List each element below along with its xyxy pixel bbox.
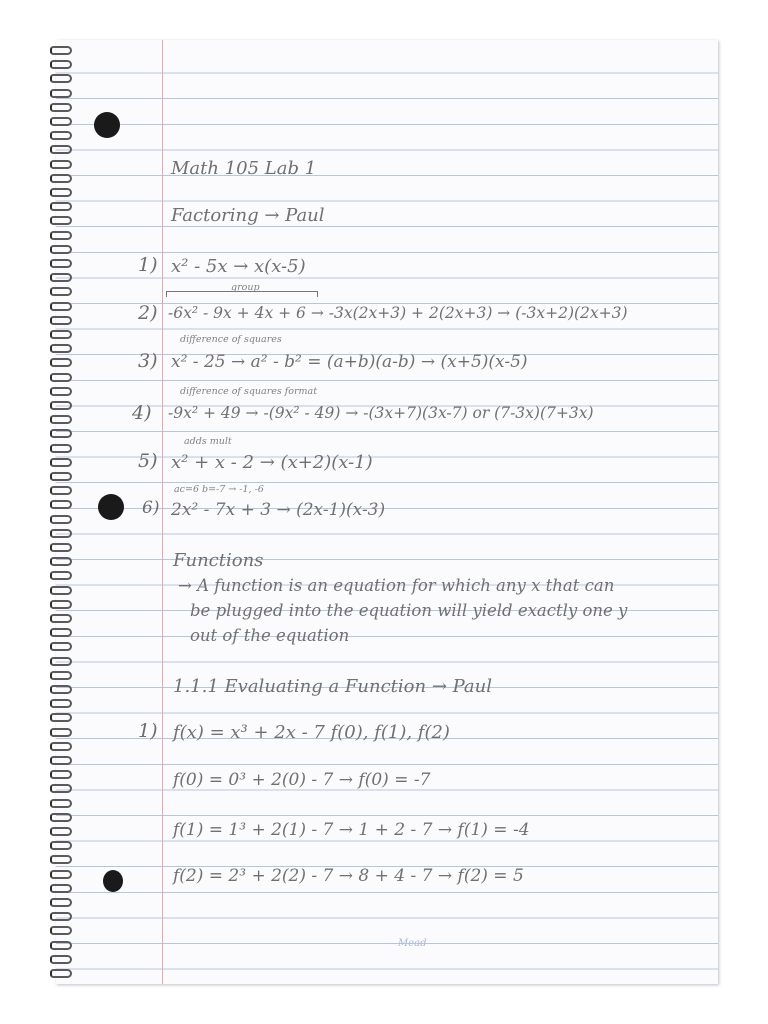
spiral-coil: [50, 898, 72, 907]
spiral-coil: [50, 500, 72, 509]
problem-number: 1): [138, 720, 158, 742]
spiral-coil: [50, 642, 72, 651]
note-difference-format: difference of squares format: [180, 386, 318, 397]
brand-stamp: Mead: [398, 938, 427, 949]
problem-text: x² - 5x → x(x-5): [171, 256, 306, 277]
spiral-coil: [50, 231, 72, 240]
functions-heading: Functions: [173, 550, 264, 571]
spiral-coil: [50, 74, 72, 83]
spiral-coil: [50, 926, 72, 935]
spiral-coil: [50, 557, 72, 566]
spiral-coil: [50, 614, 72, 623]
problem-text: x² - 25 → a² - b² = (a+b)(a-b) → (x+5)(x-5): [171, 352, 528, 372]
spiral-coil: [50, 728, 72, 737]
spiral-coil: [50, 174, 72, 183]
note-group: group: [231, 282, 260, 293]
spiral-coil: [50, 415, 72, 424]
spiral-coil: [50, 344, 72, 353]
spiral-coil: [50, 884, 72, 893]
note-ac-b: ac=6 b=-7 → -1, -6: [174, 484, 264, 495]
spiral-coil: [50, 103, 72, 112]
spiral-coil: [50, 742, 72, 751]
group-brace: [166, 291, 318, 297]
spiral-coil: [50, 160, 72, 169]
spiral-coil: [50, 458, 72, 467]
spiral-coil: [50, 827, 72, 836]
spiral-coil: [50, 657, 72, 666]
problem-number: 2): [138, 302, 158, 324]
spiral-coil: [50, 756, 72, 765]
spiral-coil: [50, 543, 72, 552]
note-difference-of-squares: difference of squares: [180, 334, 282, 345]
spiral-coil: [50, 713, 72, 722]
spiral-coil: [50, 287, 72, 296]
spiral-coil: [50, 117, 72, 126]
problem-text: -6x² - 9x + 4x + 6 → -3x(2x+3) + 2(2x+3) → (-3x+2)(2x+3): [168, 304, 628, 322]
spiral-coil: [50, 912, 72, 921]
spiral-coil: [50, 330, 72, 339]
eval-problem-text: f(x) = x³ + 2x - 7 f(0), f(1), f(2): [173, 722, 450, 743]
problem-text: 2x² - 7x + 3 → (2x-1)(x-3): [171, 500, 386, 520]
spiral-coil: [50, 302, 72, 311]
spiral-coil: [50, 784, 72, 793]
note-adds-mult: adds mult: [184, 436, 232, 447]
punch-hole-top: [94, 112, 120, 138]
spiral-coil: [50, 358, 72, 367]
spiral-coil: [50, 855, 72, 864]
spiral-coil: [50, 472, 72, 481]
spiral-coil: [50, 770, 72, 779]
eval-step: f(1) = 1³ + 2(1) - 7 → 1 + 2 - 7 → f(1) = -4: [173, 820, 530, 840]
spiral-coil: [50, 273, 72, 282]
spiral-coil: [50, 216, 72, 225]
spiral-coil: [50, 571, 72, 580]
punch-hole-bottom: [103, 870, 123, 892]
spiral-coil: [50, 202, 72, 211]
spiral-coil: [50, 515, 72, 524]
spiral-coil: [50, 955, 72, 964]
spiral-coil: [50, 600, 72, 609]
problem-number: 6): [142, 498, 160, 518]
problem-number: 3): [138, 350, 158, 372]
evaluating-heading: 1.1.1 Evaluating a Function → Paul: [173, 676, 493, 697]
spiral-coil: [50, 373, 72, 382]
spiral-coil: [50, 486, 72, 495]
spiral-coil: [50, 259, 72, 268]
spiral-coil: [50, 245, 72, 254]
spiral-coil: [50, 969, 72, 978]
functions-definition-line: out of the equation: [190, 626, 350, 645]
functions-definition-line: be plugged into the equation will yield exactly one y: [190, 601, 628, 620]
spiral-coil: [50, 131, 72, 140]
spiral-coil: [50, 941, 72, 950]
punch-hole-middle: [98, 494, 124, 520]
problem-number: 1): [138, 254, 158, 276]
spiral-coil: [50, 89, 72, 98]
problem-text: -9x² + 49 → -(9x² - 49) → -(3x+7)(3x-7) or (7-3x)(7+3x): [168, 404, 594, 422]
margin-line: [162, 40, 163, 984]
page-title: Math 105 Lab 1: [171, 158, 317, 179]
spiral-coil: [50, 46, 72, 55]
spiral-coil: [50, 444, 72, 453]
spiral-coil: [50, 145, 72, 154]
spiral-coil: [50, 841, 72, 850]
spiral-coil: [50, 870, 72, 879]
factoring-heading: Factoring → Paul: [171, 205, 325, 226]
spiral-coil: [50, 799, 72, 808]
spiral-coil: [50, 699, 72, 708]
functions-definition-line: → A function is an equation for which any x that can: [178, 576, 615, 595]
spiral-coil: [50, 529, 72, 538]
spiral-coil: [50, 387, 72, 396]
spiral-coil: [50, 586, 72, 595]
spiral-coil: [50, 401, 72, 410]
spiral-coil: [50, 429, 72, 438]
problem-text: x² + x - 2 → (x+2)(x-1): [171, 452, 373, 473]
problem-number: 4): [132, 402, 152, 424]
spiral-coil: [50, 628, 72, 637]
notebook-page: [56, 40, 718, 984]
problem-number: 5): [138, 450, 158, 472]
eval-step: f(0) = 0³ + 2(0) - 7 → f(0) = -7: [173, 770, 431, 790]
spiral-coil: [50, 685, 72, 694]
spiral-coil: [50, 316, 72, 325]
spiral-binding: [50, 40, 80, 984]
spiral-coil: [50, 188, 72, 197]
spiral-coil: [50, 671, 72, 680]
eval-step: f(2) = 2³ + 2(2) - 7 → 8 + 4 - 7 → f(2) = 5: [173, 866, 524, 886]
spiral-coil: [50, 60, 72, 69]
spiral-coil: [50, 813, 72, 822]
